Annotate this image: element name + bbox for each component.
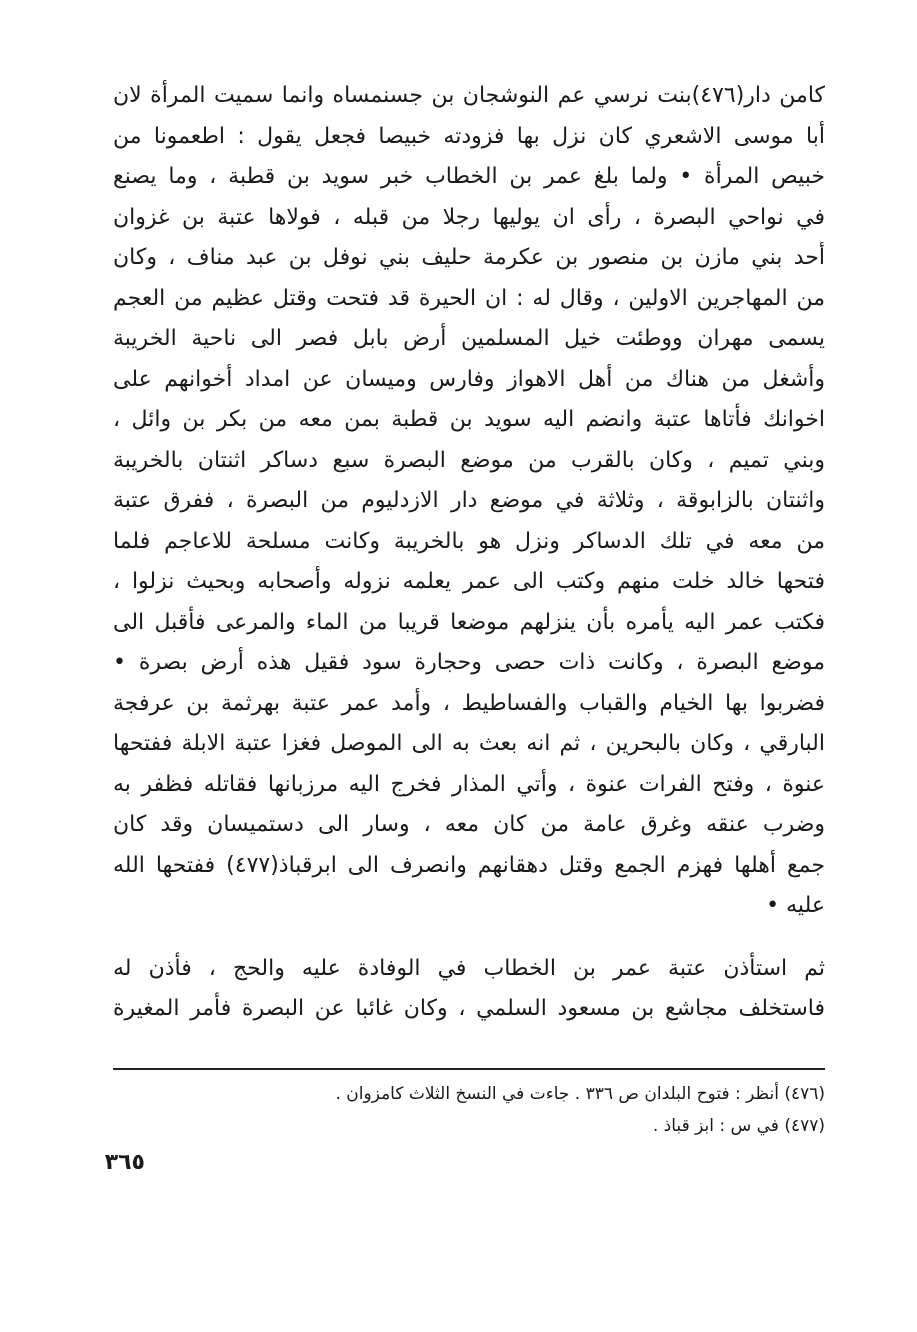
text-line: اخوانك فأتاها عتبة وانضم اليه سويد بن قطبة بمن معه من بكر بن وائل ، xyxy=(113,407,825,432)
footnote-divider xyxy=(113,1068,825,1070)
text-line: يسمى مهران ووطئت خيل المسلمين أرض بابل فصر الى ناحية الخريبة xyxy=(113,326,825,351)
text-line: فضربوا بها الخيام والقباب والفساطيط ، وأمد عمر عتبة بهرثمة بن عرفجة xyxy=(113,690,825,716)
text-line: عليه • xyxy=(766,893,825,918)
paragraph-gap xyxy=(113,927,825,949)
text-line: فكتب عمر اليه يأمره بأن ينزلهم موضعا قريبا من الماء والمرعى فأقبل الى xyxy=(113,609,825,635)
text-line: وبني تميم ، وكان بالقرب من موضع البصرة سبع دساكر اثنتان بالخريبة xyxy=(113,447,825,473)
footnotes xyxy=(113,1078,825,1142)
text-line: في نواحي البصرة ، رأى ان يوليها رجلا من قبله ، فولاها عتبة بن غزوان xyxy=(113,204,825,230)
text-line: فتحها خالد خلت منهم وكتب الى عمر يعلمه نزوله وأصحابه وبحيث نزلوا ، xyxy=(113,569,825,594)
text-line: أبا موسى الاشعري كان نزل بها فزودته خبيصا فجعل يقول : اطعمونا من xyxy=(113,123,825,149)
text-line: موضع البصرة ، وكانت ذات حصى وحجارة سود فقيل هذه أرض بصرة • xyxy=(113,650,825,675)
text-line: فاستخلف مجاشع بن مسعود السلمي ، وكان غائبا عن البصرة فأمر المغيرة xyxy=(113,996,825,1021)
text-line: أحد بني مازن بن منصور بن عكرمة حليف بني نوفل بن عبد مناف ، وكان xyxy=(113,245,825,270)
text-line: من المهاجرين الاولين ، وقال له : ان الحيرة قد فتحت وقتل عظيم من العجم xyxy=(113,285,825,311)
text-line: وضرب عنقه وغرق عامة من كان معه ، وسار الى دستميسان وقد كان xyxy=(113,812,825,837)
text-line: من معه في تلك الدساكر ونزل هو بالخريبة وكانت مسلحة للاعاجم فلما xyxy=(113,528,825,554)
text-line: عنوة ، وفتح الفرات عنوة ، وأتي المذار فخرج اليه مرزبانها فقاتله فظفر به xyxy=(113,771,825,797)
text-line: جمع أهلها فهزم الجمع وقتل دهقانهم وانصرف الى ابرقباذ(٤٧٧) ففتحها الله xyxy=(113,852,825,878)
main-text xyxy=(113,76,825,1030)
text-line: خبيص المرأة • ولما بلغ عمر بن الخطاب خبر سويد بن قطبة ، وما يصنع xyxy=(113,164,825,189)
text-line: واثنتان بالزابوقة ، وثلاثة في موضع دار الازدليوم من البصرة ، ففرق عتبة xyxy=(113,488,825,513)
footnote: (٤٧٦) أنظر : فتوح البلدان ص ٣٣٦ . جاءت في النسخ الثلاث كامزوان . xyxy=(335,1084,825,1104)
footnote: (٤٧٧) في س : ابز قباذ . xyxy=(652,1116,825,1136)
text-line: البارقي ، وكان بالبحرين ، ثم انه بعث به الى الموصل فغزا عتبة الابلة ففتحها xyxy=(113,731,825,756)
text-line: ثم استأذن عتبة عمر بن الخطاب في الوفادة عليه والحج ، فأذن له xyxy=(113,955,825,981)
text-line: كامن دار(٤٧٦)بنت نرسي عم النوشجان بن جسنمساه وانما سميت المرأة لان xyxy=(113,83,825,108)
text-line: وأشغل من هناك من أهل الاهواز وفارس وميسان عن امداد أخوانهم على xyxy=(113,366,825,392)
page-number: ٣٦٥ xyxy=(104,1150,145,1175)
